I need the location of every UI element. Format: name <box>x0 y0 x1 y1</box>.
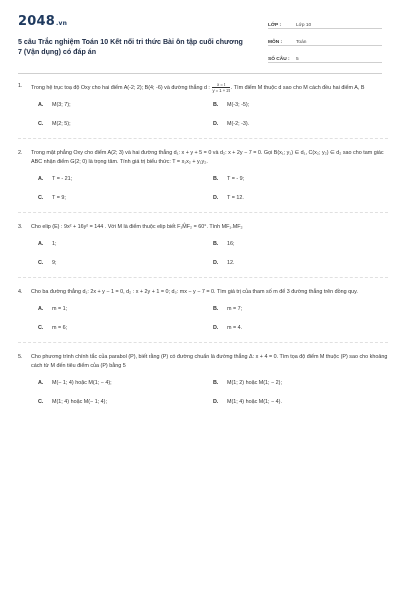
option-text: T = 9; <box>52 195 66 201</box>
meta-label: SỐ CÂU : <box>268 57 290 62</box>
question-2 <box>18 149 388 213</box>
question-number: 5. <box>18 354 23 360</box>
option-letter: C. <box>38 195 44 201</box>
question-number: 1. <box>18 83 23 89</box>
option-c[interactable] <box>38 324 213 332</box>
option-text: M(-3; -5); <box>227 102 250 108</box>
frac-bottom: y = 1 + 2t <box>212 88 230 93</box>
question-text <box>31 82 388 93</box>
option-text: M(1; 2) hoặc M(1; − 2); <box>227 380 282 386</box>
question-1 <box>18 82 388 139</box>
option-c[interactable] <box>38 120 213 128</box>
option-d[interactable] <box>213 259 388 267</box>
option-letter: D. <box>213 325 219 331</box>
option-text: M(3; 7); <box>52 102 71 108</box>
meta-row-class <box>268 14 382 29</box>
option-d[interactable] <box>213 398 388 406</box>
option-letter: C. <box>38 325 44 331</box>
frac-top: x = t <box>212 82 229 88</box>
option-text: T = 12. <box>227 195 244 201</box>
option-text: M(− 1; 4) hoặc M(1; − 4); <box>52 380 112 386</box>
option-letter: B. <box>213 102 219 108</box>
logo-domain: .vn <box>55 20 68 27</box>
option-letter: B. <box>213 380 219 386</box>
meta-value: Lớp 10 <box>296 23 312 28</box>
option-letter: D. <box>213 260 219 266</box>
option-text: 12. <box>227 260 235 266</box>
meta-box <box>268 14 382 65</box>
header-divider <box>18 73 382 74</box>
option-letter: A. <box>38 102 44 108</box>
question-text: Cho elip (E) : 9x² + 16y² = 144 . Với M là điểm thuộc elip biết F₁M̂F₂ = 60°. Tính MF₁.MF₂ <box>31 224 243 230</box>
option-text: T = - 21; <box>52 176 73 182</box>
meta-row-subject <box>268 31 382 46</box>
option-b[interactable] <box>213 305 388 313</box>
question-number: 4. <box>18 289 23 295</box>
question-5 <box>18 353 388 416</box>
option-letter: D. <box>213 399 219 405</box>
option-text: T = - 9; <box>227 176 245 182</box>
option-text: 16; <box>227 241 235 247</box>
option-d[interactable] <box>213 194 388 202</box>
option-text: M(1; 4) hoặc M(1; − 4). <box>227 399 282 405</box>
question-text: Trong mặt phẳng Oxy cho điểm A(2; 3) và hai đường thẳng d₁: x + y + 5 = 0 và d₂: x + 2y − 7 = 0. Gọi B(x₁; y₁) ∈ d₁, C(x₂; y₂) ∈ d₂ sao cho tam giác ABC nhận điểm G(2; 0) là trọng tâm. Tính giá trị biểu thức: T = x₁x₂ + y₁y₂. <box>31 150 384 165</box>
parametric-fraction <box>212 82 229 93</box>
option-b[interactable] <box>213 175 388 183</box>
option-b[interactable] <box>213 379 388 387</box>
option-c[interactable] <box>38 194 213 202</box>
option-letter: B. <box>213 241 219 247</box>
option-c[interactable] <box>38 398 213 406</box>
option-letter: A. <box>38 176 44 182</box>
option-d[interactable] <box>213 324 388 332</box>
option-c[interactable] <box>38 259 213 267</box>
option-text: 9; <box>52 260 57 266</box>
option-text: m = 1; <box>52 306 68 312</box>
option-text: M(2; 5); <box>52 121 71 127</box>
question-4 <box>18 288 388 343</box>
meta-row-count <box>268 48 382 63</box>
option-text: m = 4. <box>227 325 243 331</box>
question-number: 3. <box>18 224 23 230</box>
option-letter: D. <box>213 121 219 127</box>
answer-options <box>18 379 388 406</box>
option-a[interactable] <box>38 175 213 183</box>
option-a[interactable] <box>38 305 213 313</box>
option-text: 1; <box>52 241 57 247</box>
answer-options <box>18 175 388 202</box>
option-a[interactable] <box>38 101 213 109</box>
logo-main: 2048 <box>18 14 55 29</box>
option-text: m = 6; <box>52 325 68 331</box>
question-number: 2. <box>18 150 23 156</box>
meta-value: Toán <box>296 40 307 45</box>
option-text: m = 7; <box>227 306 243 312</box>
option-letter: A. <box>38 306 44 312</box>
option-text: M(-2; -3). <box>227 121 250 127</box>
question-text-part: Trong hệ trục toạ độ Oxy cho hai điểm A(-2; 2); B(4; -6) và đường thẳng d : <box>31 84 210 91</box>
option-letter: D. <box>213 195 219 201</box>
option-letter: B. <box>213 306 219 312</box>
option-letter: A. <box>38 241 44 247</box>
option-letter: C. <box>38 399 44 405</box>
option-a[interactable] <box>38 240 213 248</box>
option-b[interactable] <box>213 101 388 109</box>
document-title: 5 câu Trắc nghiệm Toán 10 Kết nối tri thức Bài ôn tập cuối chương 7 (Vận dụng) có đáp án <box>18 38 243 56</box>
option-letter: A. <box>38 380 44 386</box>
option-letter: B. <box>213 176 219 182</box>
question-3 <box>18 223 388 278</box>
meta-label: MÔN : <box>268 40 283 45</box>
question-list <box>18 82 388 426</box>
answer-options <box>18 101 388 128</box>
answer-options <box>18 240 388 267</box>
meta-value: 5 <box>296 57 299 62</box>
option-letter: C. <box>38 260 44 266</box>
option-d[interactable] <box>213 120 388 128</box>
meta-label: LỚP : <box>268 23 282 28</box>
option-text: M(1; 4) hoặc M(− 1; 4); <box>52 399 107 405</box>
question-text: Cho phương trình chính tắc của parabol (P), biết rằng (P) có đường chuẩn là đường thẳng Δ: x + 4 = 0. Tìm tọa độ điểm M thuộc (P) sao cho khoảng cách từ M đến tiêu điểm của (P) bằng 5 <box>31 354 388 369</box>
answer-options <box>18 305 388 332</box>
question-text: Cho ba đường thẳng d₁: 2x + y − 1 = 0, d₂ : x + 2y + 1 = 0; d₃: mx − y − 7 = 0. Tìm giá trị của tham số m để 3 đường thẳng trên đồng quy. <box>31 289 358 295</box>
option-letter: C. <box>38 121 44 127</box>
question-text-part: . Tìm điểm M thuộc d sao cho M cách đều hai điểm A, B <box>230 84 365 91</box>
option-a[interactable] <box>38 379 213 387</box>
option-b[interactable] <box>213 240 388 248</box>
